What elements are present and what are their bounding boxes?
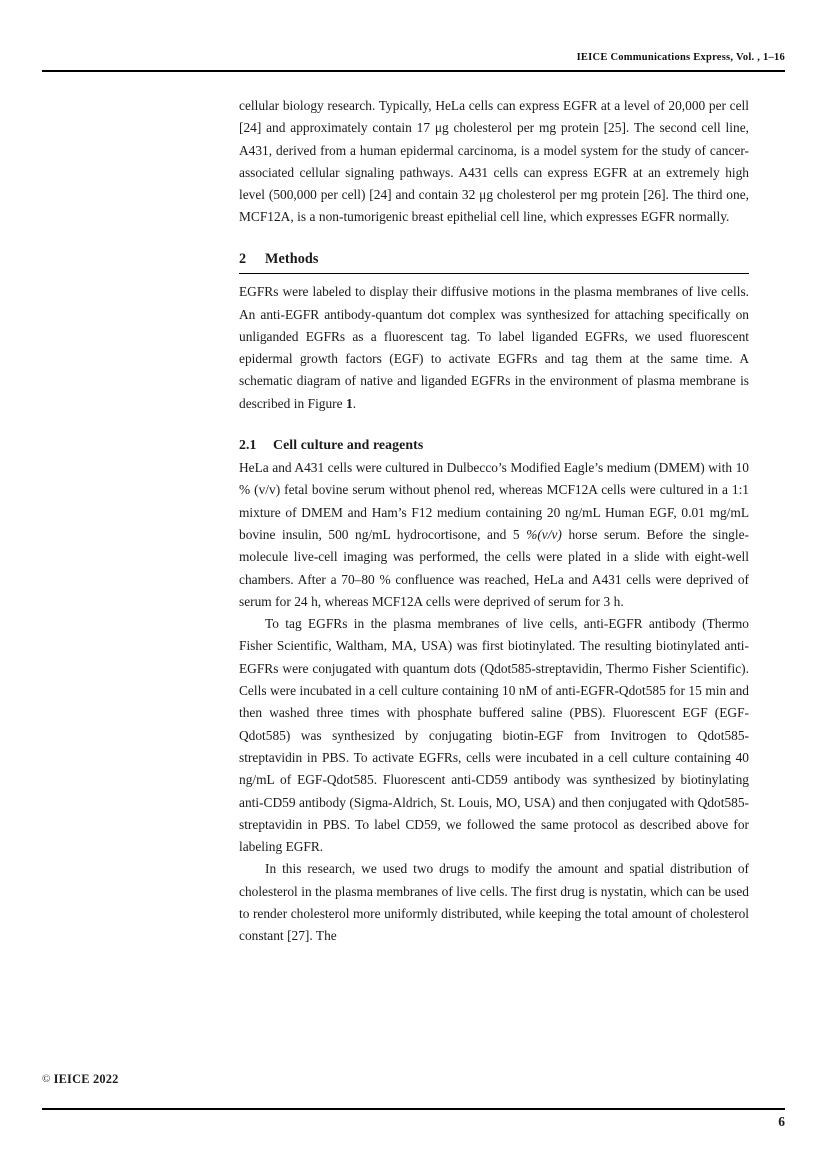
subsection-heading-cell-culture-wrapper [239, 435, 749, 455]
copyright-notice [42, 1072, 119, 1087]
paragraph-intro-continued: cellular biology research. Typically, HeLa cells can express EGFR at a level of 20,000 per cell [24] and approximately contain 17 μg cholesterol per mg protein [25]. The second cell line, A431, derived from a human epidermal carcinoma, is a model system for the study of cancer-associated cellular signaling pathways. A431 cells can express EGFR at an extremely high level (500,000 per cell) [24] and contain 32 μg cholesterol per mg protein [26]. The third one, MCF12A, is a non-tumorigenic breast epithelial cell line, which expresses EGFR normally. [239, 98, 749, 225]
page-number: 6 [778, 1114, 785, 1129]
section-heading-methods [239, 249, 749, 269]
paragraph-cell-culture-2: To tag EGFRs in the plasma membranes of live cells, anti-EGFR antibody (Thermo Fisher Scientific, Waltham, MA, USA) was first biotinylated. The resulting biotinylated anti-EGFRs were conjugated with quantum dots (Qdot585-streptavidin, Thermo Fisher Scientific). Cells were incubated in a cell culture containing 10 nM of anti-EGFR-Qdot585 for 15 min and then washed three times with phosphate buffered saline (PBS). Fluorescent EGF (EGF-Qdot585) was synthesized by conjugating biotin-EGF from Invitrogen to Qdot585-streptavidin in PBS. To activate EGFRs, cells were incubated in a cell culture containing 40 ng/mL of EGF-Qdot585. Fluorescent anti-CD59 antibody was synthesized by biotinylating anti-CD59 antibody (Sigma-Aldrich, St. Louis, MO, USA) and then conjugated with Qdot585-streptavidin in PBS. To label CD59, we followed the same protocol as described above for labeling EGFR. [239, 616, 749, 855]
paragraph-cell-culture-1 [239, 457, 749, 613]
subsection-heading-cell-culture [239, 435, 749, 455]
paragraph-methods-tail: . [352, 395, 357, 411]
footer-rule [42, 1108, 785, 1110]
paragraph-methods-text: EGFRs were labeled to display their diffusive motions in the plasma membranes of live cells. An anti-EGFR antibody-quantum dot complex was synthesized for attaching specifically on unliganded EGFRs as a fluorescent tag. To label liganded EGFRs, we used fluorescent epidermal growth factors (EGF) to activate EGFRs and tag them at the same time. A schematic diagram of native and liganded EGFRs in the environment of plasma membrane is described in Figure [239, 284, 749, 411]
section-rule [239, 273, 749, 275]
paragraph-cell-culture-1a: HeLa and A431 cells were cultured in Dulbecco’s Modified Eagle’s medium (DMEM) with 10 % (v/v) fetal bovine serum without phenol red, whereas MCF12A cells were cultured in a 1:1 mixture of DMEM and Ham’s F12 medium containing 20 ng/mL Human EGF, 0.01 mg/mL bovine insulin, 500 ng/mL hydrocortisone, and 5 [239, 460, 749, 542]
paragraph-cell-culture-1b: horse serum. Before the single-molecule live-cell imaging was performed, the cells were plated in a slide with eight-well chambers. After a 70–80 % confluence was reached, HeLa and A431 cells were deprived of serum for 24 h, whereas MCF12A cells were deprived of serum for 3 h. [239, 526, 749, 609]
copyright-text: IEICE 2022 [53, 1072, 119, 1086]
section-heading-methods-wrapper [239, 249, 749, 275]
figure-reference: 1 [346, 395, 353, 411]
copyright-icon: © [42, 1073, 51, 1085]
running-head: IEICE Communications Express, Vol. , 1–16 [576, 52, 785, 63]
subsection-title: Cell culture and reagents [273, 437, 424, 453]
running-head-rule [42, 70, 785, 72]
paragraph-methods [239, 281, 749, 415]
math-percent-vv: %(v/v) [526, 526, 562, 542]
paragraph-cell-culture-3: In this research, we used two drugs to modify the amount and spatial distribution of cholesterol in the plasma membranes of live cells. The first drug is nystatin, which can be used to render cholesterol more uniformly distributed, while keeping the total amount of cholesterol constant [27]. The [239, 861, 749, 944]
text-column [239, 95, 749, 948]
subsection-number: 2.1 [239, 437, 257, 453]
section-number: 2 [239, 250, 247, 267]
section-title: Methods [265, 250, 319, 267]
